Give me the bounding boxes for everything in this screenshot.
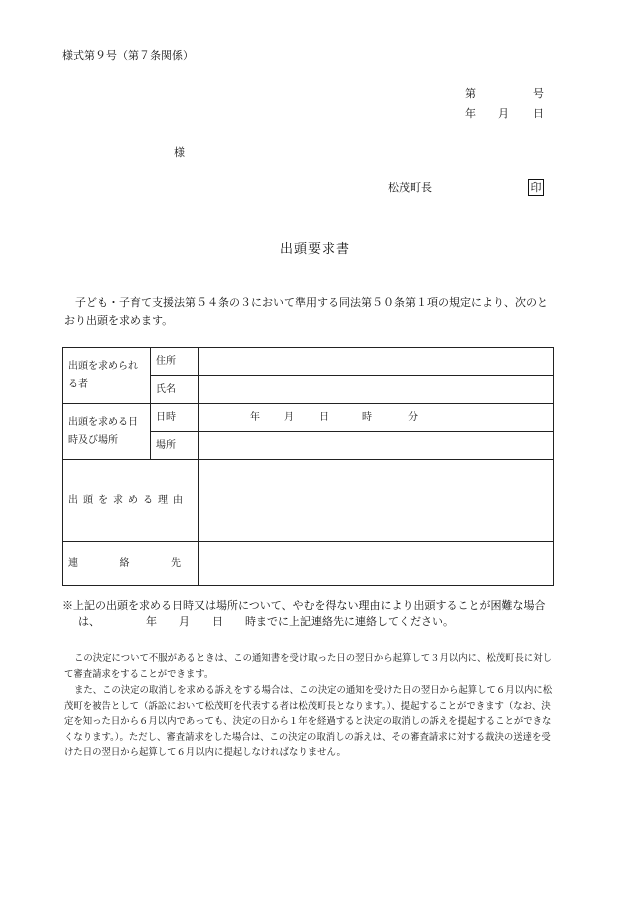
seal-stamp: 印 <box>528 179 544 196</box>
issuer-name: 松茂町長 <box>388 181 432 194</box>
datetime-units <box>204 409 418 427</box>
document-number-suffix: 号 <box>533 87 544 100</box>
datetime-year-unit: 年 <box>250 411 260 423</box>
note-month-unit: 月 <box>179 615 190 628</box>
address-label: 住所 <box>151 348 199 376</box>
reason-row <box>63 460 554 542</box>
datetime-label: 日時 <box>151 404 199 432</box>
datetime-month-unit: 月 <box>284 411 294 423</box>
lawsuit-notice: また、この決定の取消しを求める訴えをする場合は、この決定の通知を受けた日の翌日から起算して６月以内に松茂町を被告として（訴訟において松茂町を代表する者は松茂町長となります。）、提起することができます（なお、決定を知った日から６月以内であっても、決定の日から１年を経過すると決定の取消しの訴えを提起することができなくなります。）。ただし、審査請求をした場合は、この決定の取消しの訴えは、その審査請求に対する裁決の送達を受けた日の翌日から起算して６月以内に提起しなければなりません。 <box>64 685 553 759</box>
person-group-label: 出頭を求められる者 <box>63 348 151 404</box>
place-field[interactable] <box>199 432 554 460</box>
datetime-row <box>63 404 554 432</box>
note-year-unit: 年 <box>146 615 157 628</box>
date-month-label: 月 <box>498 107 509 120</box>
note-suffix: 時までに上記連絡先に連絡してください。 <box>245 615 454 628</box>
note-line-2 <box>78 613 454 629</box>
date-day-label: 日 <box>533 107 544 120</box>
form-number: 様式第９号（第７条関係） <box>62 49 194 62</box>
address-field[interactable] <box>199 348 554 376</box>
contact-row <box>63 542 554 586</box>
contact-label: 連絡先 <box>63 542 199 586</box>
contact-field[interactable] <box>199 542 554 586</box>
name-label: 氏名 <box>151 376 199 404</box>
datetime-day-unit: 日 <box>319 411 329 423</box>
note-prefix: は、 <box>78 615 100 628</box>
date-year-label: 年 <box>465 107 476 120</box>
reason-field[interactable] <box>199 460 554 542</box>
schedule-group-label: 出頭を求める日時及び場所 <box>63 404 151 460</box>
document-number-prefix: 第 <box>465 87 476 100</box>
name-field[interactable] <box>199 376 554 404</box>
appeal-notice: この決定について不服があるときは、この通知書を受け取った日の翌日から起算して３月以内に、松茂町長に対して審査請求をすることができます。 <box>64 653 552 680</box>
reason-label: 出頭を求める理由 <box>63 460 199 542</box>
address-row <box>63 348 554 376</box>
document-title: 出頭要求書 <box>279 242 350 257</box>
note-line-1: ※上記の出頭を求める日時又は場所について、やむを得ない理由により出頭することが困難な場合 <box>62 599 546 612</box>
intro-paragraph: 子ども・子育て支援法第５４条の３において準用する同法第５０条第１項の規定により、次のとおり出頭を求めます。 <box>64 296 548 327</box>
datetime-hour-unit: 時 <box>362 411 372 423</box>
place-label: 場所 <box>151 432 199 460</box>
datetime-minute-unit: 分 <box>408 411 418 423</box>
request-form-table <box>62 347 554 586</box>
datetime-field[interactable] <box>199 404 554 432</box>
note-day-unit: 日 <box>212 615 223 628</box>
addressee-honorific: 様 <box>174 146 185 159</box>
